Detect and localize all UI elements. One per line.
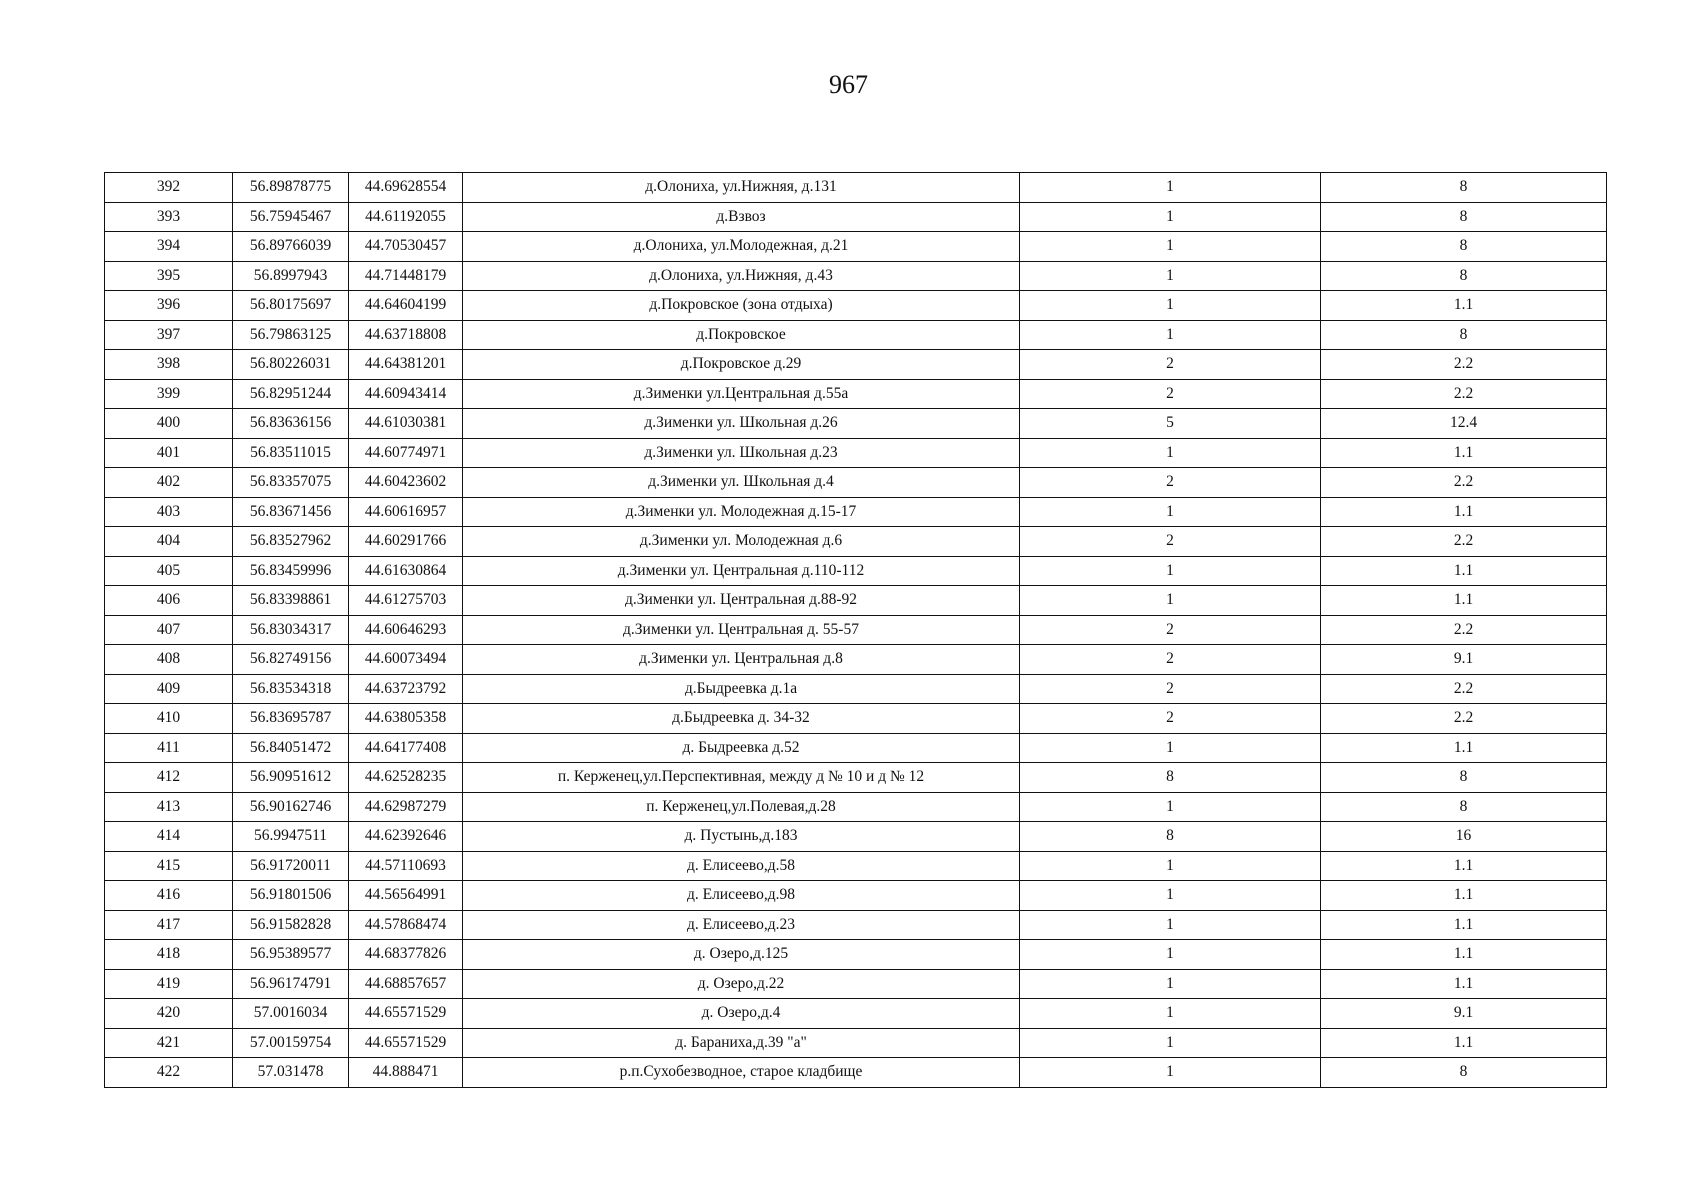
volume-cell: 1.1 bbox=[1321, 969, 1607, 999]
longitude-cell: 44.60423602 bbox=[349, 468, 463, 498]
address-cell: д.Зименки ул. Молодежная д.6 bbox=[463, 527, 1020, 557]
container-count-cell: 1 bbox=[1020, 320, 1321, 350]
container-sites-table bbox=[104, 172, 1607, 1088]
address-cell: д.Олониха, ул.Нижняя, д.43 bbox=[463, 261, 1020, 291]
row-number-cell: 414 bbox=[105, 822, 233, 852]
address-cell: д.Олониха, ул.Нижняя, д.131 bbox=[463, 173, 1020, 203]
address-cell: д.Зименки ул. Школьная д.4 bbox=[463, 468, 1020, 498]
address-cell: д. Озеро,д.125 bbox=[463, 940, 1020, 970]
container-count-cell: 1 bbox=[1020, 881, 1321, 911]
address-cell: д. Озеро,д.22 bbox=[463, 969, 1020, 999]
longitude-cell: 44.63805358 bbox=[349, 704, 463, 734]
volume-cell: 9.1 bbox=[1321, 645, 1607, 675]
container-count-cell: 1 bbox=[1020, 1058, 1321, 1088]
table-row bbox=[105, 1028, 1607, 1058]
address-cell: д. Быдреевка д.52 bbox=[463, 733, 1020, 763]
row-number-cell: 418 bbox=[105, 940, 233, 970]
row-number-cell: 409 bbox=[105, 674, 233, 704]
address-cell: п. Керженец,ул.Перспективная, между д № 10 и д № 12 bbox=[463, 763, 1020, 793]
longitude-cell: 44.65571529 bbox=[349, 1028, 463, 1058]
volume-cell: 2.2 bbox=[1321, 615, 1607, 645]
address-cell: д.Зименки ул.Центральная д.55а bbox=[463, 379, 1020, 409]
row-number-cell: 402 bbox=[105, 468, 233, 498]
page-number: 967 bbox=[829, 70, 868, 99]
container-count-cell: 2 bbox=[1020, 527, 1321, 557]
longitude-cell: 44.60073494 bbox=[349, 645, 463, 675]
table-row bbox=[105, 468, 1607, 498]
address-cell: д.Быдреевка д. 34-32 bbox=[463, 704, 1020, 734]
container-count-cell: 1 bbox=[1020, 999, 1321, 1029]
container-count-cell: 1 bbox=[1020, 910, 1321, 940]
longitude-cell: 44.61630864 bbox=[349, 556, 463, 586]
longitude-cell: 44.68377826 bbox=[349, 940, 463, 970]
volume-cell: 8 bbox=[1321, 173, 1607, 203]
container-count-cell: 1 bbox=[1020, 940, 1321, 970]
longitude-cell: 44.64177408 bbox=[349, 733, 463, 763]
volume-cell: 1.1 bbox=[1321, 910, 1607, 940]
row-number-cell: 392 bbox=[105, 173, 233, 203]
latitude-cell: 56.91801506 bbox=[233, 881, 349, 911]
latitude-cell: 56.83459996 bbox=[233, 556, 349, 586]
row-number-cell: 401 bbox=[105, 438, 233, 468]
latitude-cell: 56.91720011 bbox=[233, 851, 349, 881]
address-cell: д.Покровское д.29 bbox=[463, 350, 1020, 380]
address-cell: д.Зименки ул. Молодежная д.15-17 bbox=[463, 497, 1020, 527]
latitude-cell: 57.00159754 bbox=[233, 1028, 349, 1058]
row-number-cell: 403 bbox=[105, 497, 233, 527]
container-count-cell: 1 bbox=[1020, 173, 1321, 203]
container-count-cell: 1 bbox=[1020, 586, 1321, 616]
latitude-cell: 56.80226031 bbox=[233, 350, 349, 380]
volume-cell: 2.2 bbox=[1321, 350, 1607, 380]
longitude-cell: 44.61030381 bbox=[349, 409, 463, 439]
longitude-cell: 44.61275703 bbox=[349, 586, 463, 616]
longitude-cell: 44.61192055 bbox=[349, 202, 463, 232]
row-number-cell: 411 bbox=[105, 733, 233, 763]
longitude-cell: 44.60646293 bbox=[349, 615, 463, 645]
longitude-cell: 44.60774971 bbox=[349, 438, 463, 468]
address-cell: д. Бараниха,д.39 "а" bbox=[463, 1028, 1020, 1058]
container-count-cell: 1 bbox=[1020, 291, 1321, 321]
container-count-cell: 2 bbox=[1020, 379, 1321, 409]
latitude-cell: 56.83357075 bbox=[233, 468, 349, 498]
row-number-cell: 421 bbox=[105, 1028, 233, 1058]
table-row bbox=[105, 202, 1607, 232]
container-count-cell: 1 bbox=[1020, 969, 1321, 999]
longitude-cell: 44.68857657 bbox=[349, 969, 463, 999]
address-cell: д.Олониха, ул.Молодежная, д.21 bbox=[463, 232, 1020, 262]
latitude-cell: 56.83511015 bbox=[233, 438, 349, 468]
table-row bbox=[105, 645, 1607, 675]
table-row bbox=[105, 733, 1607, 763]
volume-cell: 12.4 bbox=[1321, 409, 1607, 439]
longitude-cell: 44.56564991 bbox=[349, 881, 463, 911]
address-cell: д.Зименки ул. Школьная д.26 bbox=[463, 409, 1020, 439]
longitude-cell: 44.65571529 bbox=[349, 999, 463, 1029]
container-count-cell: 1 bbox=[1020, 792, 1321, 822]
volume-cell: 8 bbox=[1321, 1058, 1607, 1088]
address-cell: д.Зименки ул. Школьная д.23 bbox=[463, 438, 1020, 468]
longitude-cell: 44.62528235 bbox=[349, 763, 463, 793]
volume-cell: 8 bbox=[1321, 763, 1607, 793]
table-row bbox=[105, 851, 1607, 881]
table-row bbox=[105, 409, 1607, 439]
volume-cell: 1.1 bbox=[1321, 438, 1607, 468]
container-count-cell: 2 bbox=[1020, 615, 1321, 645]
row-number-cell: 407 bbox=[105, 615, 233, 645]
volume-cell: 1.1 bbox=[1321, 851, 1607, 881]
row-number-cell: 422 bbox=[105, 1058, 233, 1088]
table-row bbox=[105, 763, 1607, 793]
row-number-cell: 396 bbox=[105, 291, 233, 321]
table-row bbox=[105, 232, 1607, 262]
table-row bbox=[105, 1058, 1607, 1088]
latitude-cell: 56.83034317 bbox=[233, 615, 349, 645]
row-number-cell: 406 bbox=[105, 586, 233, 616]
table-row bbox=[105, 674, 1607, 704]
container-count-cell: 1 bbox=[1020, 261, 1321, 291]
longitude-cell: 44.62987279 bbox=[349, 792, 463, 822]
volume-cell: 1.1 bbox=[1321, 497, 1607, 527]
table-row bbox=[105, 350, 1607, 380]
address-cell: п. Керженец,ул.Полевая,д.28 bbox=[463, 792, 1020, 822]
row-number-cell: 417 bbox=[105, 910, 233, 940]
address-cell: р.п.Сухобезводное, старое кладбище bbox=[463, 1058, 1020, 1088]
latitude-cell: 56.80175697 bbox=[233, 291, 349, 321]
volume-cell: 2.2 bbox=[1321, 704, 1607, 734]
latitude-cell: 56.84051472 bbox=[233, 733, 349, 763]
row-number-cell: 399 bbox=[105, 379, 233, 409]
row-number-cell: 397 bbox=[105, 320, 233, 350]
longitude-cell: 44.57110693 bbox=[349, 851, 463, 881]
address-cell: д. Пустынь,д.183 bbox=[463, 822, 1020, 852]
volume-cell: 2.2 bbox=[1321, 468, 1607, 498]
row-number-cell: 395 bbox=[105, 261, 233, 291]
table-row bbox=[105, 291, 1607, 321]
longitude-cell: 44.60291766 bbox=[349, 527, 463, 557]
container-count-cell: 5 bbox=[1020, 409, 1321, 439]
latitude-cell: 56.83527962 bbox=[233, 527, 349, 557]
container-count-cell: 1 bbox=[1020, 497, 1321, 527]
table-row bbox=[105, 261, 1607, 291]
longitude-cell: 44.71448179 bbox=[349, 261, 463, 291]
address-cell: д.Зименки ул. Центральная д. 55-57 bbox=[463, 615, 1020, 645]
table-row bbox=[105, 586, 1607, 616]
longitude-cell: 44.62392646 bbox=[349, 822, 463, 852]
container-count-cell: 2 bbox=[1020, 704, 1321, 734]
longitude-cell: 44.888471 bbox=[349, 1058, 463, 1088]
table-row bbox=[105, 556, 1607, 586]
container-count-cell: 1 bbox=[1020, 733, 1321, 763]
latitude-cell: 56.79863125 bbox=[233, 320, 349, 350]
volume-cell: 8 bbox=[1321, 792, 1607, 822]
latitude-cell: 56.83398861 bbox=[233, 586, 349, 616]
table-row bbox=[105, 615, 1607, 645]
container-count-cell: 1 bbox=[1020, 556, 1321, 586]
volume-cell: 1.1 bbox=[1321, 1028, 1607, 1058]
latitude-cell: 56.83636156 bbox=[233, 409, 349, 439]
address-cell: д. Елисеево,д.98 bbox=[463, 881, 1020, 911]
latitude-cell: 56.83671456 bbox=[233, 497, 349, 527]
row-number-cell: 404 bbox=[105, 527, 233, 557]
volume-cell: 9.1 bbox=[1321, 999, 1607, 1029]
table-row bbox=[105, 379, 1607, 409]
container-count-cell: 1 bbox=[1020, 232, 1321, 262]
table-row bbox=[105, 969, 1607, 999]
table-body bbox=[105, 173, 1607, 1088]
row-number-cell: 405 bbox=[105, 556, 233, 586]
container-count-cell: 1 bbox=[1020, 1028, 1321, 1058]
row-number-cell: 419 bbox=[105, 969, 233, 999]
address-cell: д.Покровское (зона отдыха) bbox=[463, 291, 1020, 321]
latitude-cell: 56.9947511 bbox=[233, 822, 349, 852]
volume-cell: 16 bbox=[1321, 822, 1607, 852]
table-row bbox=[105, 822, 1607, 852]
address-cell: д.Зименки ул. Центральная д.110-112 bbox=[463, 556, 1020, 586]
row-number-cell: 410 bbox=[105, 704, 233, 734]
longitude-cell: 44.70530457 bbox=[349, 232, 463, 262]
container-count-cell: 2 bbox=[1020, 645, 1321, 675]
row-number-cell: 413 bbox=[105, 792, 233, 822]
latitude-cell: 56.95389577 bbox=[233, 940, 349, 970]
latitude-cell: 56.82749156 bbox=[233, 645, 349, 675]
table-row bbox=[105, 497, 1607, 527]
volume-cell: 1.1 bbox=[1321, 881, 1607, 911]
row-number-cell: 400 bbox=[105, 409, 233, 439]
longitude-cell: 44.69628554 bbox=[349, 173, 463, 203]
volume-cell: 8 bbox=[1321, 232, 1607, 262]
row-number-cell: 398 bbox=[105, 350, 233, 380]
address-cell: д.Зименки ул. Центральная д.8 bbox=[463, 645, 1020, 675]
longitude-cell: 44.60943414 bbox=[349, 379, 463, 409]
volume-cell: 8 bbox=[1321, 202, 1607, 232]
latitude-cell: 57.031478 bbox=[233, 1058, 349, 1088]
latitude-cell: 56.83534318 bbox=[233, 674, 349, 704]
container-count-cell: 2 bbox=[1020, 674, 1321, 704]
volume-cell: 2.2 bbox=[1321, 379, 1607, 409]
container-count-cell: 1 bbox=[1020, 851, 1321, 881]
volume-cell: 2.2 bbox=[1321, 527, 1607, 557]
longitude-cell: 44.64604199 bbox=[349, 291, 463, 321]
row-number-cell: 394 bbox=[105, 232, 233, 262]
address-cell: д.Зименки ул. Центральная д.88-92 bbox=[463, 586, 1020, 616]
volume-cell: 1.1 bbox=[1321, 733, 1607, 763]
container-count-cell: 2 bbox=[1020, 468, 1321, 498]
longitude-cell: 44.64381201 bbox=[349, 350, 463, 380]
table-row bbox=[105, 940, 1607, 970]
container-count-cell: 1 bbox=[1020, 438, 1321, 468]
longitude-cell: 44.57868474 bbox=[349, 910, 463, 940]
row-number-cell: 393 bbox=[105, 202, 233, 232]
container-count-cell: 2 bbox=[1020, 350, 1321, 380]
latitude-cell: 56.82951244 bbox=[233, 379, 349, 409]
address-cell: д.Взвоз bbox=[463, 202, 1020, 232]
latitude-cell: 56.90162746 bbox=[233, 792, 349, 822]
table-row bbox=[105, 704, 1607, 734]
volume-cell: 1.1 bbox=[1321, 586, 1607, 616]
latitude-cell: 56.96174791 bbox=[233, 969, 349, 999]
volume-cell: 1.1 bbox=[1321, 556, 1607, 586]
table-row bbox=[105, 881, 1607, 911]
table-row bbox=[105, 999, 1607, 1029]
table-row bbox=[105, 527, 1607, 557]
latitude-cell: 57.0016034 bbox=[233, 999, 349, 1029]
table-row bbox=[105, 173, 1607, 203]
address-cell: д.Покровское bbox=[463, 320, 1020, 350]
longitude-cell: 44.63723792 bbox=[349, 674, 463, 704]
address-cell: д. Озеро,д.4 bbox=[463, 999, 1020, 1029]
volume-cell: 8 bbox=[1321, 261, 1607, 291]
volume-cell: 1.1 bbox=[1321, 940, 1607, 970]
longitude-cell: 44.63718808 bbox=[349, 320, 463, 350]
latitude-cell: 56.75945467 bbox=[233, 202, 349, 232]
volume-cell: 1.1 bbox=[1321, 291, 1607, 321]
row-number-cell: 420 bbox=[105, 999, 233, 1029]
row-number-cell: 416 bbox=[105, 881, 233, 911]
row-number-cell: 415 bbox=[105, 851, 233, 881]
latitude-cell: 56.83695787 bbox=[233, 704, 349, 734]
longitude-cell: 44.60616957 bbox=[349, 497, 463, 527]
row-number-cell: 408 bbox=[105, 645, 233, 675]
row-number-cell: 412 bbox=[105, 763, 233, 793]
table-row bbox=[105, 320, 1607, 350]
latitude-cell: 56.89878775 bbox=[233, 173, 349, 203]
address-cell: д. Елисеево,д.58 bbox=[463, 851, 1020, 881]
latitude-cell: 56.90951612 bbox=[233, 763, 349, 793]
container-count-cell: 1 bbox=[1020, 202, 1321, 232]
latitude-cell: 56.91582828 bbox=[233, 910, 349, 940]
container-count-cell: 8 bbox=[1020, 822, 1321, 852]
table-row bbox=[105, 792, 1607, 822]
latitude-cell: 56.89766039 bbox=[233, 232, 349, 262]
latitude-cell: 56.8997943 bbox=[233, 261, 349, 291]
container-count-cell: 8 bbox=[1020, 763, 1321, 793]
volume-cell: 2.2 bbox=[1321, 674, 1607, 704]
address-cell: д.Быдреевка д.1а bbox=[463, 674, 1020, 704]
table-row bbox=[105, 438, 1607, 468]
table-row bbox=[105, 910, 1607, 940]
address-cell: д. Елисеево,д.23 bbox=[463, 910, 1020, 940]
volume-cell: 8 bbox=[1321, 320, 1607, 350]
